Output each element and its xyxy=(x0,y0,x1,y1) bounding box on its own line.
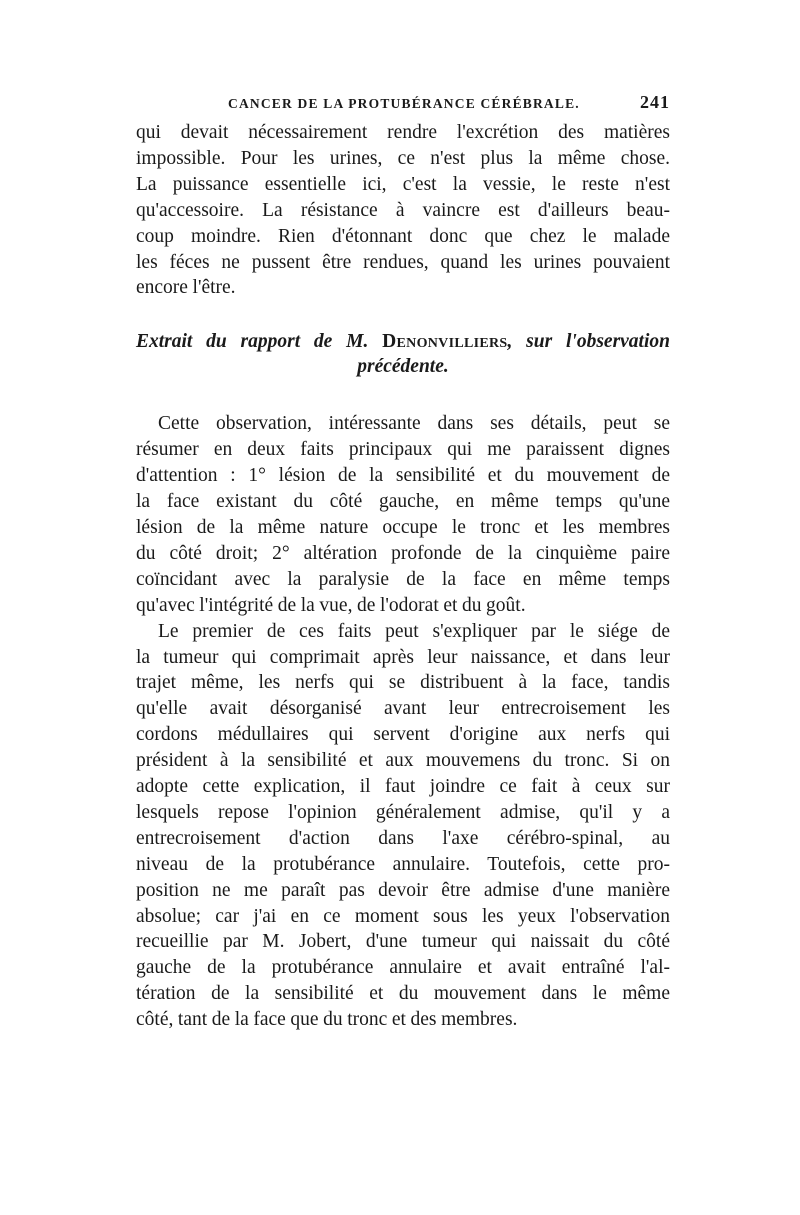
page-number: 241 xyxy=(640,92,670,112)
text-line: La puissance essentielle ici, c'est la vessie, le reste n'est xyxy=(136,173,670,195)
heading-line: précédente. xyxy=(357,356,449,378)
text-line: du côté droit; 2° altération profonde de la cinquième paire xyxy=(136,542,670,564)
running-header xyxy=(136,92,670,120)
text-line: adopte cette explication, il faut joindre ce fait à ceux sur xyxy=(136,776,670,798)
text-line: gauche de la protubérance annulaire et avait entraîné l'al- xyxy=(136,957,670,979)
paragraph-explanation xyxy=(136,619,670,1034)
running-title: CANCER DE LA PROTUBÉRANCE CÉRÉBRALE. xyxy=(228,96,580,111)
heading-author: Denonvilliers xyxy=(382,331,508,353)
text-line: qui devait nécessairement rendre l'excrétion des matières xyxy=(136,122,670,143)
text-line: résumer en deux faits principaux qui me paraissent dignes xyxy=(136,439,670,461)
text-line: niveau de la protubérance annulaire. Toutefois, cette pro- xyxy=(136,853,670,875)
heading-prefix: Extrait du rapport de M. xyxy=(136,331,369,353)
text-line: lésion de la même nature occupe le tronc et les membres xyxy=(136,516,670,538)
heading-line xyxy=(136,329,670,354)
book-page xyxy=(136,92,670,1033)
text-line: cordons médullaires qui servent d'origine aux nerfs qui xyxy=(136,724,670,746)
text-line: la face existant du côté gauche, en même temps qu'une xyxy=(136,491,670,513)
text-line: Cette observation, intéressante dans ses détails, peut se xyxy=(158,413,670,435)
continuation-paragraph xyxy=(136,120,670,301)
text-line: lesquels repose l'opinion généralement admise, qu'il y a xyxy=(136,801,670,823)
text-line: qu'elle avait désorganisé avant leur entrecroisement les xyxy=(136,698,670,720)
text-line: trajet même, les nerfs qui se distribuent à la face, tandis xyxy=(136,672,670,694)
paragraph-observation xyxy=(136,411,670,618)
text-line: coïncidant avec la paralysie de la face en même temps xyxy=(136,568,670,590)
section-heading xyxy=(136,329,670,379)
text-line: Le premier de ces faits peut s'expliquer par le siége de xyxy=(158,620,670,642)
text-line: absolue; car j'ai en ce moment sous les yeux l'observation xyxy=(136,905,670,927)
heading-suffix: , sur l'observation xyxy=(507,331,670,353)
text-line: recueillie par M. Jobert, d'une tumeur qui naissait du côté xyxy=(136,931,670,953)
text-line: qu'avec l'intégrité de la vue, de l'odorat et du goût. xyxy=(136,594,526,616)
text-line: la tumeur qui comprimait après leur naissance, et dans leur xyxy=(136,646,670,668)
text-line: coup moindre. Rien d'étonnant donc que chez le malade xyxy=(136,225,670,247)
text-line: côté, tant de la face que du tronc et des membres. xyxy=(136,1009,518,1031)
text-line: d'attention : 1° lésion de la sensibilité et du mouvement de xyxy=(136,465,670,487)
text-line: impossible. Pour les urines, ce n'est plus la même chose. xyxy=(136,147,670,169)
text-line: tération de la sensibilité et du mouvement dans le même xyxy=(136,983,670,1005)
text-line: qu'accessoire. La résistance à vaincre est d'ailleurs beau- xyxy=(136,199,670,221)
text-line: entrecroisement d'action dans l'axe cérébro-spinal, au xyxy=(136,827,670,849)
text-line: les féces ne pussent être rendues, quand les urines pouvaient xyxy=(136,251,670,273)
text-line: encore l'être. xyxy=(136,277,236,299)
text-line: président à la sensibilité et aux mouvemens du tronc. Si on xyxy=(136,750,670,772)
text-line: position ne me paraît pas devoir être admise d'une manière xyxy=(136,879,670,901)
